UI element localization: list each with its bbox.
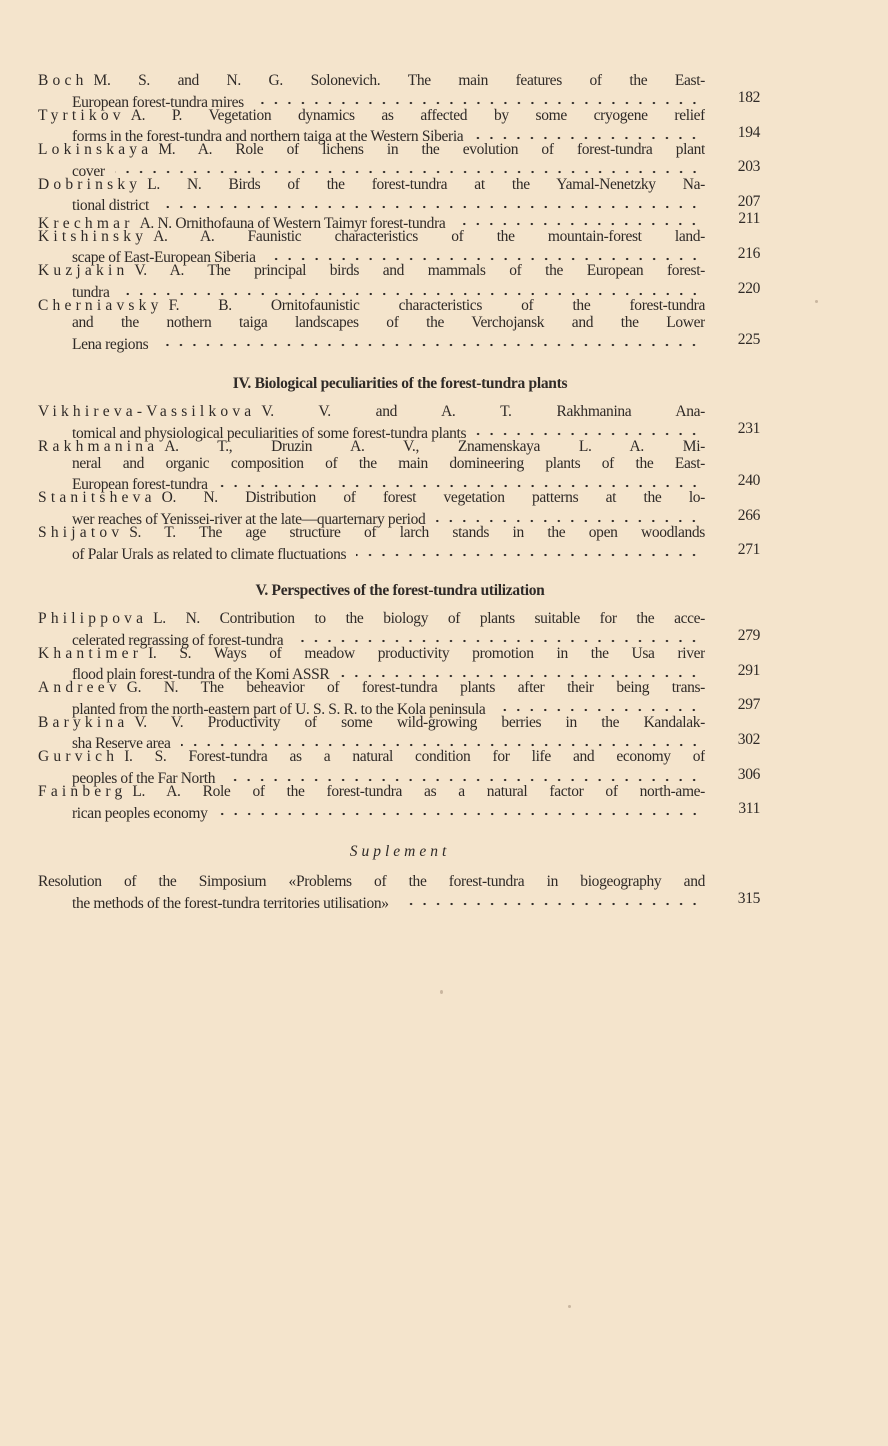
entry-line [38, 506, 760, 529]
paper-speck [568, 1305, 571, 1308]
entry-line [38, 107, 760, 124]
entry-page-number: 266 [737, 506, 760, 524]
toc-entry [38, 610, 760, 649]
entry-line [38, 176, 760, 193]
entry-text-line [72, 314, 705, 331]
entry-title-text: A. N. Ornithofauna of Western Taimyr forest-tundra [139, 214, 446, 232]
dot-leader [120, 280, 702, 297]
entry-author: Cherniavsky [38, 296, 163, 314]
entry-line [38, 800, 760, 822]
toc-entry [38, 106, 760, 146]
toc-block [38, 610, 760, 822]
entry-text-line [38, 489, 705, 506]
entry-author: Rakhmanina [38, 437, 159, 455]
entry-title-text: A. T., Druzin A. V., Znamenskaya L. A. Mi- [164, 437, 705, 455]
entry-page-number: 271 [737, 541, 760, 559]
entry-author: Fainberg [38, 782, 127, 800]
entry-line [38, 244, 760, 267]
entry-author: Kitshinsky [38, 227, 148, 245]
entry-title-text: A. P. Vegetation dynamics as affected by some cryogene relief [130, 106, 705, 124]
toc-entry [38, 489, 760, 529]
entry-text-line [38, 714, 705, 731]
entry-line [38, 314, 760, 331]
entry-author: Barykina [38, 713, 129, 731]
entry-text-line [38, 679, 705, 696]
entry-title-text: scape of East-European Siberia [72, 249, 256, 267]
toc-block [38, 72, 760, 353]
entry-line [38, 661, 760, 684]
dot-leader [225, 766, 701, 783]
entry-text-line [38, 262, 705, 279]
entry-line [38, 731, 760, 753]
entry-page-number: 182 [737, 89, 760, 107]
entry-title-text: A. A. Faunistic characteristics of the mountain-forest land- [153, 227, 705, 245]
entry-line [38, 403, 760, 420]
entry-title-text: V. V. and A. T. Rakhmanina Ana- [261, 403, 705, 420]
dot-leader [266, 245, 701, 262]
entry-page-number: 291 [737, 661, 760, 679]
entry-author: Khantimer [38, 644, 143, 662]
entry-author: Krechmar [38, 214, 134, 232]
toc-block [38, 873, 760, 912]
toc-entry [38, 210, 760, 232]
entry-title-text: peoples of the Far North [72, 769, 216, 787]
entry-line [38, 748, 760, 765]
toc-entry [38, 296, 760, 353]
dot-leader [339, 662, 701, 679]
dot-leader [399, 890, 701, 907]
entry-title-text: wer reaches of Yenissei-river at the late—quarternary period [72, 511, 426, 529]
entry-title-text: celerated regrassing of forest-tundra [72, 631, 284, 649]
entry-title-text: L. N. Birds of the forest-tundra at the Yamal-Nenetzky Na- [147, 175, 705, 193]
entry-text-segment [72, 805, 208, 822]
entry-line [38, 627, 760, 649]
toc-entry [38, 437, 760, 494]
entry-author: Lokinskaya [38, 141, 153, 159]
entry-title-text: the methods of the forest-tundra territories utilisation» [72, 894, 389, 912]
entry-title-text: L. A. Role of the forest-tundra as a natural factor of north-ame- [132, 782, 705, 800]
entry-line [38, 72, 760, 89]
entry-title-text: European forest-tundra mires [72, 93, 244, 111]
dot-leader [293, 627, 701, 644]
entry-line [38, 541, 760, 563]
entry-line [38, 158, 760, 180]
entry-title-text: planted from the north-eastern part of U. S. S. R. to the Kola peninsula [72, 700, 486, 718]
entry-title-text: Resolution of the Simposium «Problems of the forest-tundra in biogeography and [38, 873, 705, 890]
entry-title-text: and the nothern taiga landscapes of the Verchojansk and the Lower [72, 314, 705, 332]
entry-line [38, 455, 760, 472]
entry-page-number: 279 [737, 627, 760, 645]
entry-text-line [38, 783, 705, 800]
entry-line [38, 714, 760, 731]
entry-title-text: cover [72, 162, 105, 180]
entry-line [38, 679, 760, 696]
entry-author: Tyrtikov [38, 106, 125, 124]
entry-line [38, 210, 760, 232]
entry-line [38, 873, 760, 890]
entry-text-segment [72, 895, 389, 912]
toc-entry [38, 524, 760, 563]
entry-last-line [72, 331, 705, 353]
entry-page-number: 225 [737, 331, 760, 349]
toc-entry [38, 175, 760, 215]
entry-title-text: F. B. Ornitofaunistic characteristics of the forest-tundra [168, 296, 705, 314]
entry-author: Boch [38, 72, 88, 89]
entry-line [38, 696, 760, 718]
dot-leader [115, 158, 701, 175]
entry-line [38, 645, 760, 662]
entry-last-line [72, 800, 705, 822]
entry-author: Vikhireva-Vassilkova [38, 403, 256, 420]
entry-line [38, 262, 760, 279]
entry-line [38, 141, 760, 158]
entry-text-segment [72, 336, 148, 353]
entry-line [38, 193, 760, 215]
entry-text-line [38, 228, 705, 245]
entry-line [38, 524, 760, 541]
entry-author: Shijatov [38, 524, 124, 542]
entry-page-number: 297 [737, 696, 760, 714]
entry-title-text: forms in the forest-tundra and northern taiga at the Western Siberia [72, 128, 464, 146]
entry-title-text: rican peoples economy [72, 804, 208, 822]
entry-text-line [38, 176, 705, 193]
entry-title-text: of Palar Urals as related to climate fluctuations [72, 545, 347, 563]
entry-page-number: 207 [737, 193, 760, 211]
entry-last-line [72, 541, 705, 563]
entry-last-line [72, 890, 705, 912]
entry-line [38, 489, 760, 506]
entry-title-text: O. N. Distribution of forest vegetation patterns at the lo- [161, 489, 705, 507]
entry-text-line [38, 107, 705, 124]
entry-title-text: L. N. Contribution to the biology of plants suitable for the acce- [153, 610, 705, 627]
dot-leader [455, 210, 701, 227]
entry-author: Dobrinsky [38, 175, 142, 193]
toc-block [38, 403, 760, 563]
entry-line [38, 331, 760, 353]
dot-leader [218, 800, 701, 817]
paper-speck [815, 300, 818, 303]
entry-line [38, 890, 760, 912]
entry-page-number: 315 [737, 890, 760, 908]
entry-title-text: neral and organic composition of the main domineering plants of the East- [72, 454, 705, 472]
dot-leader [181, 731, 701, 748]
dot-leader [356, 541, 701, 558]
entry-author: Andreev [38, 679, 121, 697]
toc-entry [38, 713, 760, 753]
toc-entry [38, 72, 760, 111]
entry-title-text: V. A. The principal birds and mammals of the European forest- [134, 262, 705, 280]
entry-line [38, 765, 760, 787]
toc-entry [38, 748, 760, 787]
entry-line [38, 89, 760, 111]
entry-title-text: tomical and physiological peculiarities of some forest-tundra plants [72, 424, 467, 442]
entry-text-line [38, 403, 705, 420]
entry-line [38, 228, 760, 245]
entry-line [38, 297, 760, 314]
toc-entry [38, 227, 760, 267]
dot-leader [159, 193, 701, 210]
entry-text-line [38, 438, 705, 455]
dot-leader [495, 696, 701, 713]
entry-title-text: tional district [72, 197, 149, 215]
entry-title-text: S. T. The age structure of larch stands in the open woodlands [129, 524, 705, 542]
entry-title-text: Lena regions [72, 335, 149, 353]
entry-text-line [38, 610, 705, 627]
entry-line [38, 279, 760, 301]
entry-text-segment [72, 546, 346, 563]
entry-author: Gurvich [38, 748, 119, 766]
entry-title-text: sha Reserve area [72, 735, 171, 753]
section-heading-supplement: Suplement [349, 843, 451, 860]
entry-text-line [38, 297, 705, 314]
dot-leader [254, 89, 701, 106]
dot-leader [476, 420, 701, 437]
toc-entry [38, 644, 760, 684]
entry-text-line [38, 748, 705, 765]
dot-leader [158, 331, 701, 348]
entry-page-number: 231 [737, 420, 760, 438]
dot-leader [435, 507, 701, 524]
toc-entry [38, 873, 760, 912]
entry-page-number: 216 [737, 244, 760, 262]
toc-entry [38, 262, 760, 301]
entry-text-line [72, 455, 705, 472]
entry-title-text: M. A. Role of lichens in the evolution of forest-tundra plant [158, 141, 705, 159]
entry-page-number: 211 [738, 210, 760, 228]
entry-page-number: 240 [737, 472, 760, 490]
section-heading-v: V. Perspectives of the forest-tundra utilization [255, 582, 545, 599]
toc-entry [38, 403, 760, 442]
paper-speck [440, 990, 443, 994]
entry-text-line [38, 873, 705, 890]
entry-title-text: European forest-tundra [72, 476, 208, 494]
entry-author: Stanitsheva [38, 489, 156, 507]
entry-title-text: V. V. Productivity of some wild-growing berries in the Kandalak- [134, 713, 705, 731]
entry-line [38, 472, 760, 494]
toc-entry [38, 679, 760, 718]
entry-text-line [38, 72, 705, 89]
entry-text-line [38, 645, 705, 662]
entry-title-text: G. N. The beheavior of forest-tundra plants after their being trans- [126, 679, 705, 697]
entry-line [38, 420, 760, 442]
dot-leader [218, 472, 701, 489]
entry-title-text: M. S. and N. G. Solonevich. The main features of the East- [93, 72, 705, 89]
entry-author: Philippova [38, 610, 148, 627]
entry-line [38, 610, 760, 627]
entry-page-number: 220 [737, 279, 760, 297]
entry-page-number: 203 [737, 158, 760, 176]
entry-line [38, 123, 760, 146]
dot-leader [473, 124, 701, 141]
entry-title-text: I. S. Ways of meadow productivity promotion in the Usa river [148, 644, 705, 662]
toc-entry [38, 141, 760, 180]
section-heading-iv: IV. Biological peculiarities of the forest-tundra plants [232, 375, 568, 392]
entry-page-number: 302 [737, 731, 760, 749]
entry-title-text: tundra [72, 283, 110, 301]
entry-line [38, 783, 760, 800]
toc-entry [38, 782, 760, 822]
entry-text-line [38, 524, 705, 541]
entry-page-number: 311 [738, 800, 760, 818]
entry-text-line [38, 141, 705, 158]
entry-author: Kuzjakin [38, 262, 129, 280]
entry-page-number: 306 [737, 765, 760, 783]
entry-page-number: 194 [737, 123, 760, 141]
entry-line [38, 438, 760, 455]
entry-title-text: flood plain forest-tundra of the Komi ASSR [72, 666, 330, 684]
entry-title-text: I. S. Forest-tundra as a natural condition for life and economy of [124, 748, 705, 766]
